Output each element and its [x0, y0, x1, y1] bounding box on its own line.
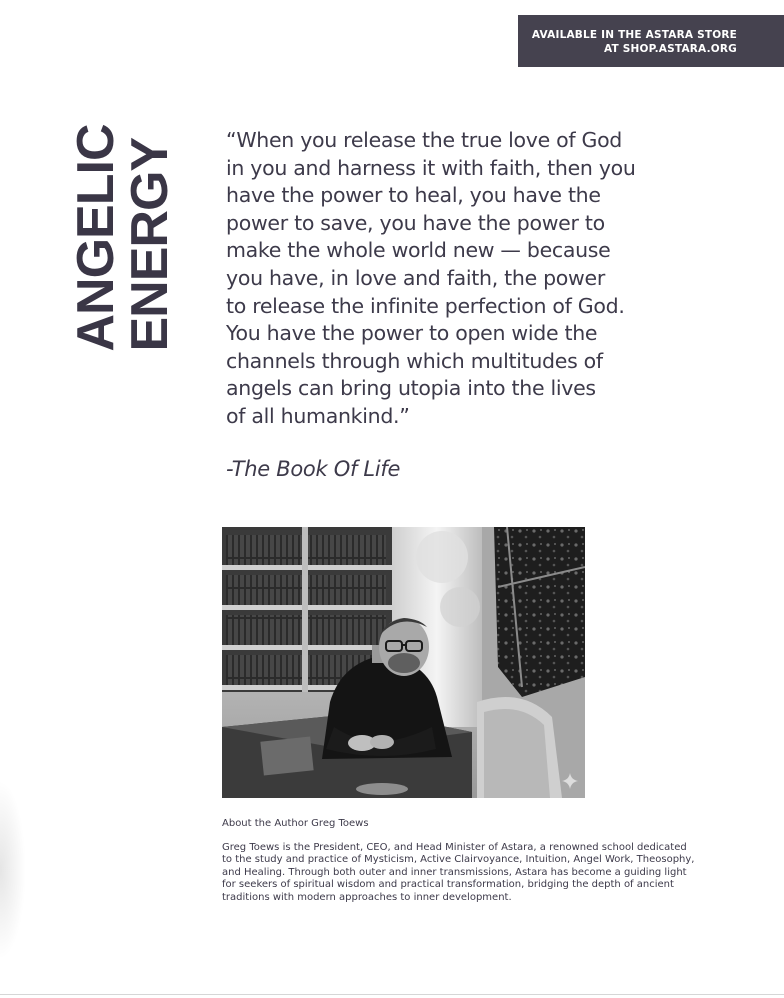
vertical-title [58, 120, 188, 355]
quote-line: channels through which multitudes of [226, 348, 603, 373]
page-edge-shadow [0, 780, 26, 960]
quote-line: of all humankind.” [226, 403, 410, 428]
store-banner-line-1: AVAILABLE IN THE ASTARA STORE [531, 29, 737, 41]
quote-line: You have the power to open wide the [226, 321, 598, 346]
bio-line: for seekers of spiritual wisdom and practical transformation, bridging the depth of ancient [222, 879, 674, 891]
quote-line: angels can bring utopia into the lives [226, 376, 596, 401]
quote-line: make the whole world new — because [226, 238, 611, 263]
author-caption: About the Author Greg Toews [222, 818, 369, 829]
quote-block [226, 127, 696, 431]
bio-line: Greg Toews is the President, CEO, and Head Minister of Astara, a renowned school dedicated [222, 842, 687, 853]
store-banner-line-2: AT SHOP.ASTARA.ORG [604, 43, 737, 55]
bottom-divider [0, 994, 784, 995]
store-banner[interactable] [518, 15, 784, 67]
quote-line: power to save, you have the power to [226, 210, 605, 235]
title-line-angelic: ANGELIC [67, 124, 125, 351]
author-bio [222, 842, 727, 904]
quote-line: you have, in love and faith, the power [226, 265, 605, 290]
title-line-energy: ENERGY [121, 137, 179, 351]
author-photo [222, 527, 585, 798]
quote-line: have the power to heal, you have the [226, 183, 601, 208]
quote-line: “When you release the true love of God [226, 128, 623, 152]
bio-line: traditions with modern approaches to inner development. [222, 891, 512, 903]
quote-source: -The Book Of Life [226, 457, 401, 481]
bio-line: and Healing. Through both outer and inner transmissions, Astara has become a guiding light [222, 866, 687, 878]
quote-line: in you and harness it with faith, then you [226, 155, 636, 180]
bio-line: to the study and practice of Mysticism, Active Clairvoyance, Intuition, Angel Work, Theosophy, [222, 854, 695, 866]
quote-line: to release the infinite perfection of God. [226, 293, 625, 318]
